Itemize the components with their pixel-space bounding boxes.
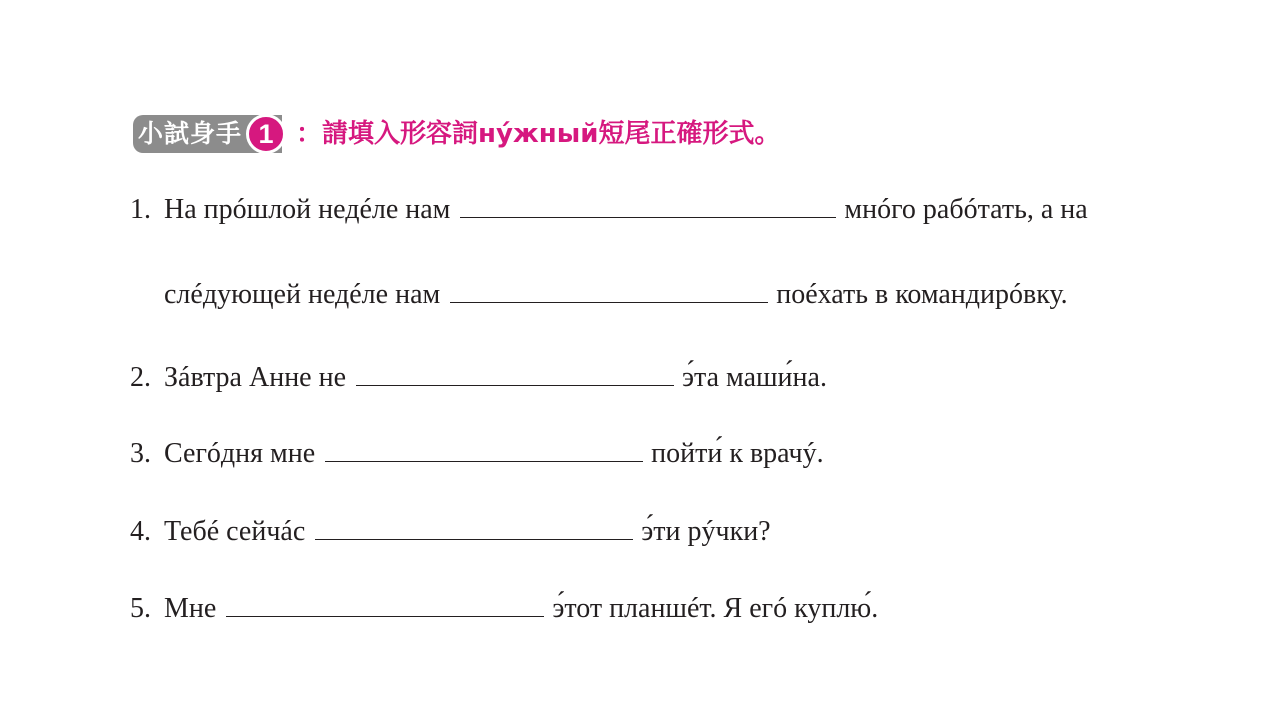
exercise-header	[133, 114, 781, 154]
answer-blank[interactable]	[325, 439, 643, 462]
exercise-instruction: ：請填入形容詞нýжный短尾正確形式。	[296, 119, 781, 149]
exercise-item-2	[130, 361, 827, 395]
exercise-item-4	[130, 515, 771, 549]
item-text-after: поéхать в командирóвку.	[776, 279, 1068, 310]
exercise-item-3	[130, 437, 824, 471]
exercise-badge	[133, 115, 282, 153]
item-text-after: мнóго рабóтать, а на	[844, 194, 1088, 225]
badge-label: 小試身手	[138, 119, 243, 148]
item-number: 2.	[130, 362, 151, 393]
item-number: 5.	[130, 593, 151, 624]
item-text-after: э́ти рýчки?	[641, 516, 771, 547]
answer-blank[interactable]	[460, 195, 836, 218]
badge-number: 1	[258, 118, 274, 149]
item-text-after: пойти́ к врачý.	[651, 438, 824, 469]
answer-blank[interactable]	[450, 280, 768, 303]
exercise-item-1-line-1	[130, 193, 1088, 227]
item-text-after: э́тот планшéт. Я егó куплю́.	[552, 593, 879, 624]
item-text-before: На прóшлой недéле нам	[164, 194, 451, 225]
item-text-after: э́та маши́на.	[682, 362, 827, 393]
item-text-before: слéдующей недéле нам	[164, 279, 441, 310]
badge-number-circle	[246, 114, 286, 154]
answer-blank[interactable]	[315, 517, 633, 540]
item-text-before: Мне	[164, 593, 217, 624]
item-text-before: Зáвтра Анне не	[164, 362, 347, 393]
item-text-before: Сегóдня мне	[164, 438, 316, 469]
answer-blank[interactable]	[356, 363, 674, 386]
answer-blank[interactable]	[226, 594, 544, 617]
exercise-item-5	[130, 592, 878, 626]
exercise-item-1-line-2	[164, 278, 1068, 312]
item-text-before: Тебé сейчáс	[164, 516, 306, 547]
item-number: 3.	[130, 438, 151, 469]
item-number: 4.	[130, 516, 151, 547]
item-number: 1.	[130, 194, 151, 225]
